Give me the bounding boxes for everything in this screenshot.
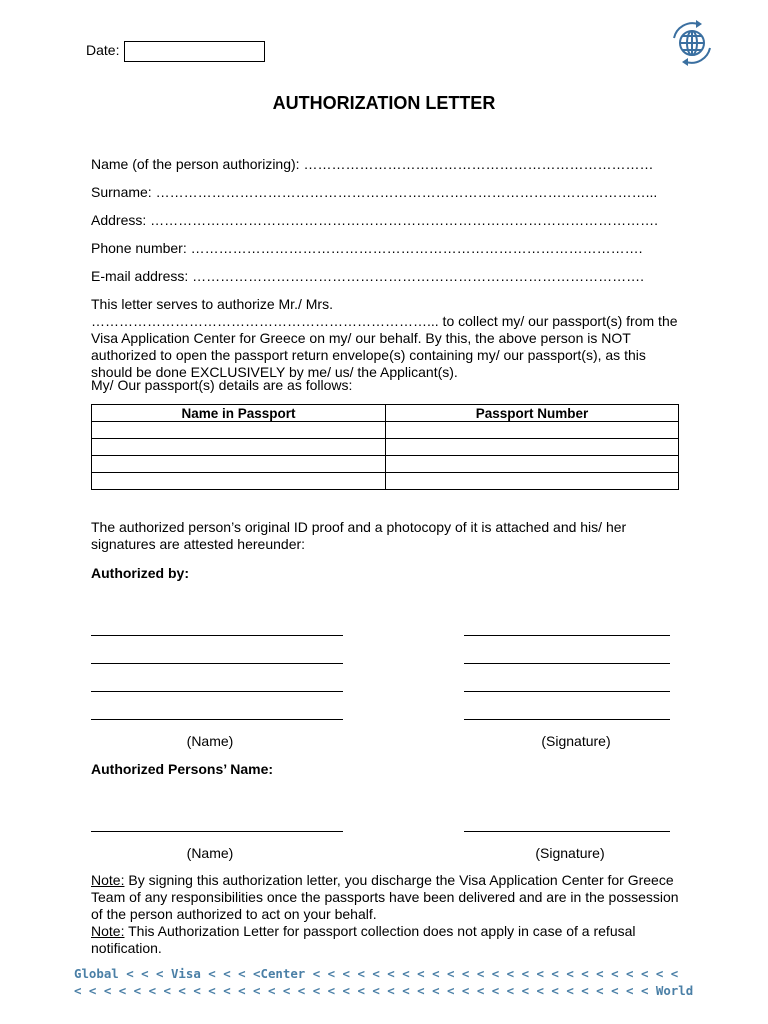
notes-section xyxy=(91,872,681,957)
id-proof-paragraph: The authorized person’s original ID proof and a photocopy of it is attached and his/ her signatures are attested hereunder: xyxy=(91,519,627,552)
signature-line[interactable] xyxy=(464,719,670,720)
table-row xyxy=(92,456,679,473)
authorized-persons-heading: Authorized Persons’ Name: xyxy=(91,761,274,777)
note-text: This Authorization Letter for passport collection does not apply in case of a refusal notification. xyxy=(91,923,636,956)
authorize-paragraph: This letter serves to authorize Mr./ Mrs. ………………………………………………………………... to collect my/ our passport(s) from the Visa Application Center for Greece on my/ our behalf. By this, the above person is NOT authorized to open the passport return envelope(s) containing my/ our passport(s), as this should be done EXCLUSIVELY by me/ us/ the Applicant(s). xyxy=(91,296,678,380)
signature-line[interactable] xyxy=(91,663,343,664)
passport-intro: My/ Our passport(s) details are as follows: xyxy=(91,377,353,393)
passport-table xyxy=(91,404,679,490)
signature-line[interactable] xyxy=(91,719,343,720)
note-1 xyxy=(91,872,681,923)
signature-line[interactable] xyxy=(464,635,670,636)
table-cell[interactable] xyxy=(386,422,679,439)
passport-number-header: Passport Number xyxy=(386,405,679,422)
table-cell[interactable] xyxy=(92,456,386,473)
table-row xyxy=(92,439,679,456)
table-cell[interactable] xyxy=(92,422,386,439)
date-label: Date: xyxy=(86,42,120,58)
address-field-line: Address: ………………………………………………………………………………………………. xyxy=(91,212,659,228)
signature-line[interactable] xyxy=(464,691,670,692)
note-label: Note: xyxy=(91,872,125,888)
name-caption: (Name) xyxy=(186,845,234,861)
note-2 xyxy=(91,923,681,957)
table-cell[interactable] xyxy=(386,473,679,490)
phone-field-line: Phone number: ……………………………………………………………………………………. xyxy=(91,240,643,256)
table-cell[interactable] xyxy=(92,439,386,456)
table-cell[interactable] xyxy=(386,439,679,456)
note-text: By signing this authorization letter, you discharge the Visa Application Center for Greece Team of any responsibilities once the passports have been delivered and are in the possession of the person authorized to act on your behalf. xyxy=(91,872,679,922)
signature-caption: (Signature) xyxy=(541,733,611,749)
table-cell[interactable] xyxy=(92,473,386,490)
signature-line[interactable] xyxy=(91,831,343,832)
authorized-by-heading: Authorized by: xyxy=(91,565,189,581)
table-cell[interactable] xyxy=(386,456,679,473)
machine-readable-line-1: Global < < < Visa < < < <Center < < < < < < < < < < < < < < < < < < < < < < < < < xyxy=(74,966,679,981)
note-label: Note: xyxy=(91,923,125,939)
name-in-passport-header: Name in Passport xyxy=(92,405,386,422)
signature-line[interactable] xyxy=(91,635,343,636)
signature-line[interactable] xyxy=(464,663,670,664)
email-field-line: E-mail address: ……………………………………………………………………………………. xyxy=(91,268,645,284)
signature-line[interactable] xyxy=(464,831,670,832)
globe-arrows-icon xyxy=(668,18,716,68)
page-title: AUTHORIZATION LETTER xyxy=(272,93,496,113)
surname-field-line: Surname: ……………………………………………………………………………………………... xyxy=(91,184,658,200)
name-field-line: Name (of the person authorizing): ………………………………………………………………… xyxy=(91,156,654,172)
date-field[interactable] xyxy=(124,41,265,62)
signature-line[interactable] xyxy=(91,691,343,692)
signature-caption: (Signature) xyxy=(535,845,605,861)
name-caption: (Name) xyxy=(186,733,234,749)
table-row xyxy=(92,473,679,490)
machine-readable-line-2: < < < < < < < < < < < < < < < < < < < < < < < < < < < < < < < < < < < < < < < World xyxy=(74,983,694,998)
table-row xyxy=(92,422,679,439)
table-header-row xyxy=(92,405,679,422)
